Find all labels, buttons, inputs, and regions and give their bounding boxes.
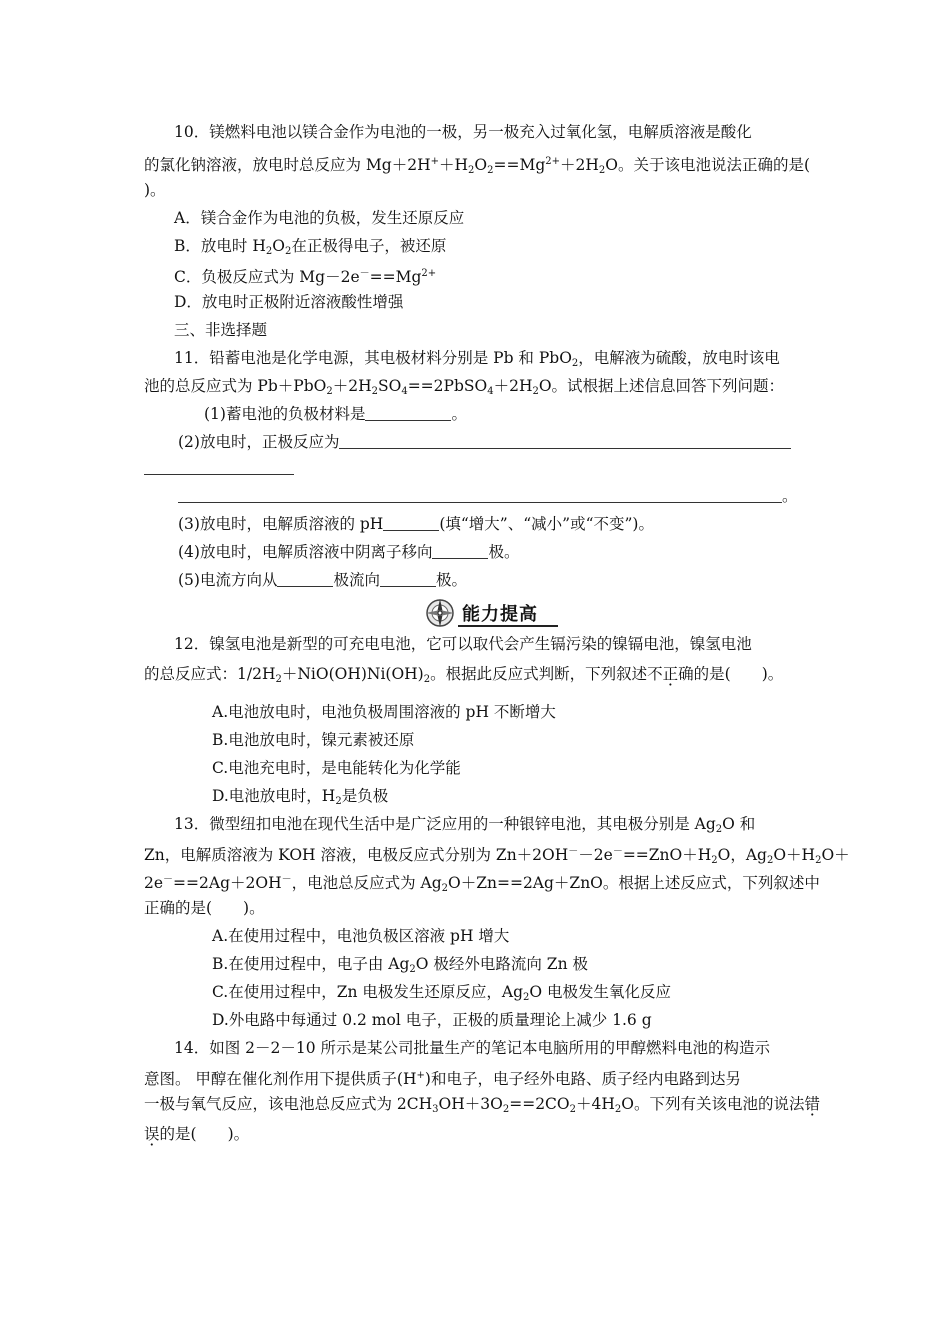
q14-line-1: 14．如图 2－2－10 所示是某公司批量生产的笔记本电脑所用的甲醇燃料电池的构造示	[174, 1039, 771, 1057]
q12-option-d: D.电池放电时，$H_2$是负极	[212, 787, 389, 807]
q13-line-2: Zn，电解质溶液为 KOH 溶液，电极反应式分别为 $Zn+2OH^--2e^-==ZnO+H_2O$，$Ag_2O+H_2O+$	[144, 846, 850, 866]
answer-blank[interactable]	[380, 572, 436, 587]
q12-option-a: A.电池放电时，电池负极周围溶液的 pH 不断增大	[212, 703, 556, 721]
answer-blank[interactable]	[339, 434, 791, 449]
q13-line-3: 2e－==2Ag＋2OH－，电池总反应式为 $Ag_2O+Zn==2Ag+ZnO$。根据上述反应式，下列叙述中	[144, 874, 820, 894]
q11-part-2-line-3: 。	[178, 486, 798, 506]
q13-option-a: A.在使用过程中，电池负极区溶液 pH 增大	[212, 927, 510, 945]
q11-part-2: (2)放电时，正极反应为	[178, 432, 791, 452]
compass-icon	[422, 596, 458, 630]
answer-blank[interactable]	[144, 460, 294, 475]
q13-line-1: 13．微型纽扣电池在现代生活中是广泛应用的一种银锌电池，其电极分别是 $Ag_2O$ 和	[174, 815, 756, 835]
ability-banner	[422, 596, 562, 630]
emphasis-text: 不正确	[647, 665, 694, 683]
q12-option-b: B.电池放电时，镍元素被还原	[212, 731, 415, 749]
q13-option-d: D.外电路中每通过 0.2 mol 电子，正极的质量理论上减少 1.6 g	[212, 1011, 652, 1029]
q11-line-2: 池的总反应式为 $Pb+PbO_2+2H_2SO_4==2PbSO_4+2H_2O$。试根据上述信息回答下列问题：	[144, 377, 785, 397]
answer-blank[interactable]	[277, 572, 333, 587]
q13-line-4: 正确的是( )。	[144, 899, 265, 917]
q10-line-3: )。	[144, 181, 166, 199]
section-heading: 三、非选择题	[174, 321, 268, 339]
q13-option-b: B.在使用过程中，电子由 $Ag_2O$ 极经外电路流向 Zn 极	[212, 955, 588, 975]
q10-option-b: B．放电时 $H_2O_2$在正极得电子，被还原	[174, 237, 447, 257]
answer-blank[interactable]	[432, 544, 488, 559]
q11-part-5: (5)电流方向从 极流向 极。	[178, 571, 467, 589]
emphasis-text: 误	[144, 1125, 160, 1143]
q11-line-1: 11．铅蓄电池是化学电源，其电极材料分别是 Pb 和 PbO$_2$，电解液为硫酸，放电时该电	[174, 349, 780, 369]
q10-option-c: C．负极反应式为 $Mg-2e^-==Mg^{2+}$	[174, 268, 437, 286]
q12-option-c: C.电池充电时，是电能转化为化学能	[212, 759, 461, 777]
q11-part-3: (3)放电时，电解质溶液的 pH (填“增大”、“减小”或“不变”)。	[178, 515, 654, 533]
answer-blank[interactable]	[365, 406, 451, 421]
answer-blank[interactable]	[178, 488, 782, 503]
banner-title: 能力提高	[462, 604, 538, 625]
q12-line-2: 的总反应式：$1/2H_2+NiO(OH)Ni(OH)_2$。根据此反应式判断，下列叙述不正确的是( )。	[144, 665, 784, 685]
q10-line-1: 10．镁燃料电池以镁合金作为电池的一极，另一极充入过氧化氢，电解质溶液是酸化	[174, 123, 752, 141]
q10-option-a: A．镁合金作为电池的负极，发生还原反应	[174, 209, 465, 227]
q14-line-2: 意图。 甲醇在催化剂作用下提供质子(H+)和电子，电子经外电路、质子经内电路到达另	[144, 1070, 741, 1088]
q10-option-d: D．放电时正极附近溶液酸性增强	[174, 293, 404, 311]
q13-option-c: C.在使用过程中，Zn 电极发生还原反应，$Ag_2O$ 电极发生氧化反应	[212, 983, 672, 1003]
q11-part-4: (4)放电时，电解质溶液中阴离子移向 极。	[178, 543, 520, 561]
q11-part-2-continued	[144, 458, 294, 478]
q14-line-4: 误的是( )。	[144, 1125, 250, 1143]
q11-part-1: (1)蓄电池的负极材料是 。	[204, 405, 467, 423]
q10-line-2: 的氯化钠溶液，放电时总反应为 $Mg+2H^++H_2O_2==Mg^{2+}+2H_2O$。关于该电池说法正确的是(	[144, 156, 811, 176]
q14-line-3: 一极与氧气反应，该电池总反应式为 $2CH_3OH+3O_2==2CO_2+4H_2O$。下列有关该电池的说法错	[144, 1095, 820, 1115]
emphasis-text: 错	[804, 1095, 820, 1113]
answer-blank[interactable]	[383, 516, 439, 531]
banner-underline	[458, 625, 558, 627]
q12-line-1: 12．镍氢电池是新型的可充电电池，它可以取代会产生镉污染的镍镉电池，镍氢电池	[174, 635, 752, 653]
